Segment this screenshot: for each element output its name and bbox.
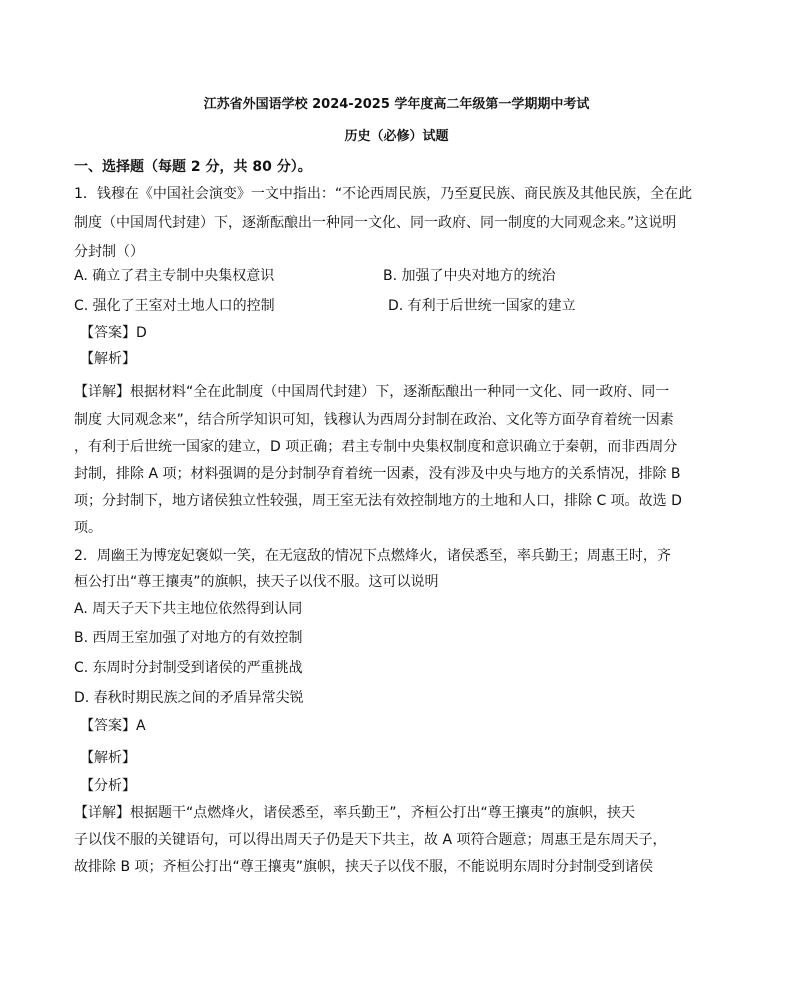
q1-option-d: D. 有利于后世统一国家的建立 [388,298,576,314]
q1-option-a: A. 确立了君主专制中央集权意识 [74,268,275,284]
q1-detail-line: ，有利于后世统一国家的建立，D 项正确；君主专制中央集权制度和意识确立于秦朝，而非西周分 [74,439,678,455]
q2-option-a: A. 周天子天下共主地位依然得到认同 [74,601,303,617]
q1-detail-line: 封制，排除 A 项；材料强调的是分封制孕育着统一因素，没有涉及中央与地方的关系情况，排除 B [74,466,681,482]
q2-detail-line: 子以伐不服的关键语句，可以得出周天子仍是天下共主，故 A 项符合题意；周惠王是东周天子， [74,832,667,848]
exam-subtitle: 历史（必修）试题 [344,129,449,144]
q2-detail-line: 【详解】根据题干“点燃烽火，诸侯悉至，率兵勤王”，齐桓公打出“尊王攘夷”的旗帜，挟天 [74,805,636,821]
q2-analysis-label: 【解析】 [80,750,136,766]
q1-answer: 【答案】D [80,325,147,341]
q2-fenxi-label: 【分析】 [80,778,136,794]
section-heading: 一、选择题（每题 2 分，共 80 分）。 [74,159,312,175]
q2-detail-line: 故排除 B 项；齐桓公打出“尊王攘夷”旗帜，挟天子以伐不服，不能说明东周时分封制受到诸侯 [74,859,654,875]
q1-detail-line: 项。 [74,520,102,536]
q2-answer: 【答案】A [80,718,146,734]
q1-detail-line: 【详解】根据材料“全在此制度（中国周代封建）下，逐渐酝酿出一种同一文化、同一政府、同一 [74,384,670,400]
exam-title: 江苏省外国语学校 2024-2025 学年度高二年级第一学期期中考试 [203,97,590,112]
q1-detail-line: 制度 大同观念来”，结合所学知识可知，钱穆认为西周分封制在政治、文化等方面孕育着统一因素 [74,412,674,428]
q2-option-d: D. 春秋时期民族之间的矛盾异常尖锐 [74,690,304,706]
q2-option-b: B. 西周王室加强了对地方的有效控制 [74,630,303,646]
q1-option-c: C. 强化了王室对土地人口的控制 [74,298,275,314]
q2-stem-line: 桓公打出“尊王攘夷”的旗帜，挟天子以伐不服。这可以说明 [74,574,439,590]
q1-stem-line: 1．钱穆在《中国社会演变》一文中指出：“不论西周民族，乃至夏民族、商民族及其他民族，全在此 [74,186,693,202]
q1-option-b: B. 加强了中央对地方的统治 [383,268,556,284]
q1-stem-line: 制度（中国周代封建）下，逐渐酝酿出一种同一文化、同一政府、同一制度的大同观念来。”这说明 [74,215,677,231]
q1-stem-line: 分封制（） [74,244,144,260]
q2-option-c: C. 东周时分封制受到诸侯的严重挑战 [74,660,303,676]
q1-analysis-label: 【解析】 [80,351,136,367]
q2-stem-line: 2．周幽王为博宠妃褒姒一笑，在无寇敌的情况下点燃烽火，诸侯悉至，率兵勤王；周惠王时，齐 [74,548,671,564]
q1-detail-line: 项；分封制下，地方诸侯独立性较强，周王室无法有效控制地方的土地和人口，排除 C 项。故选 D [74,493,682,509]
